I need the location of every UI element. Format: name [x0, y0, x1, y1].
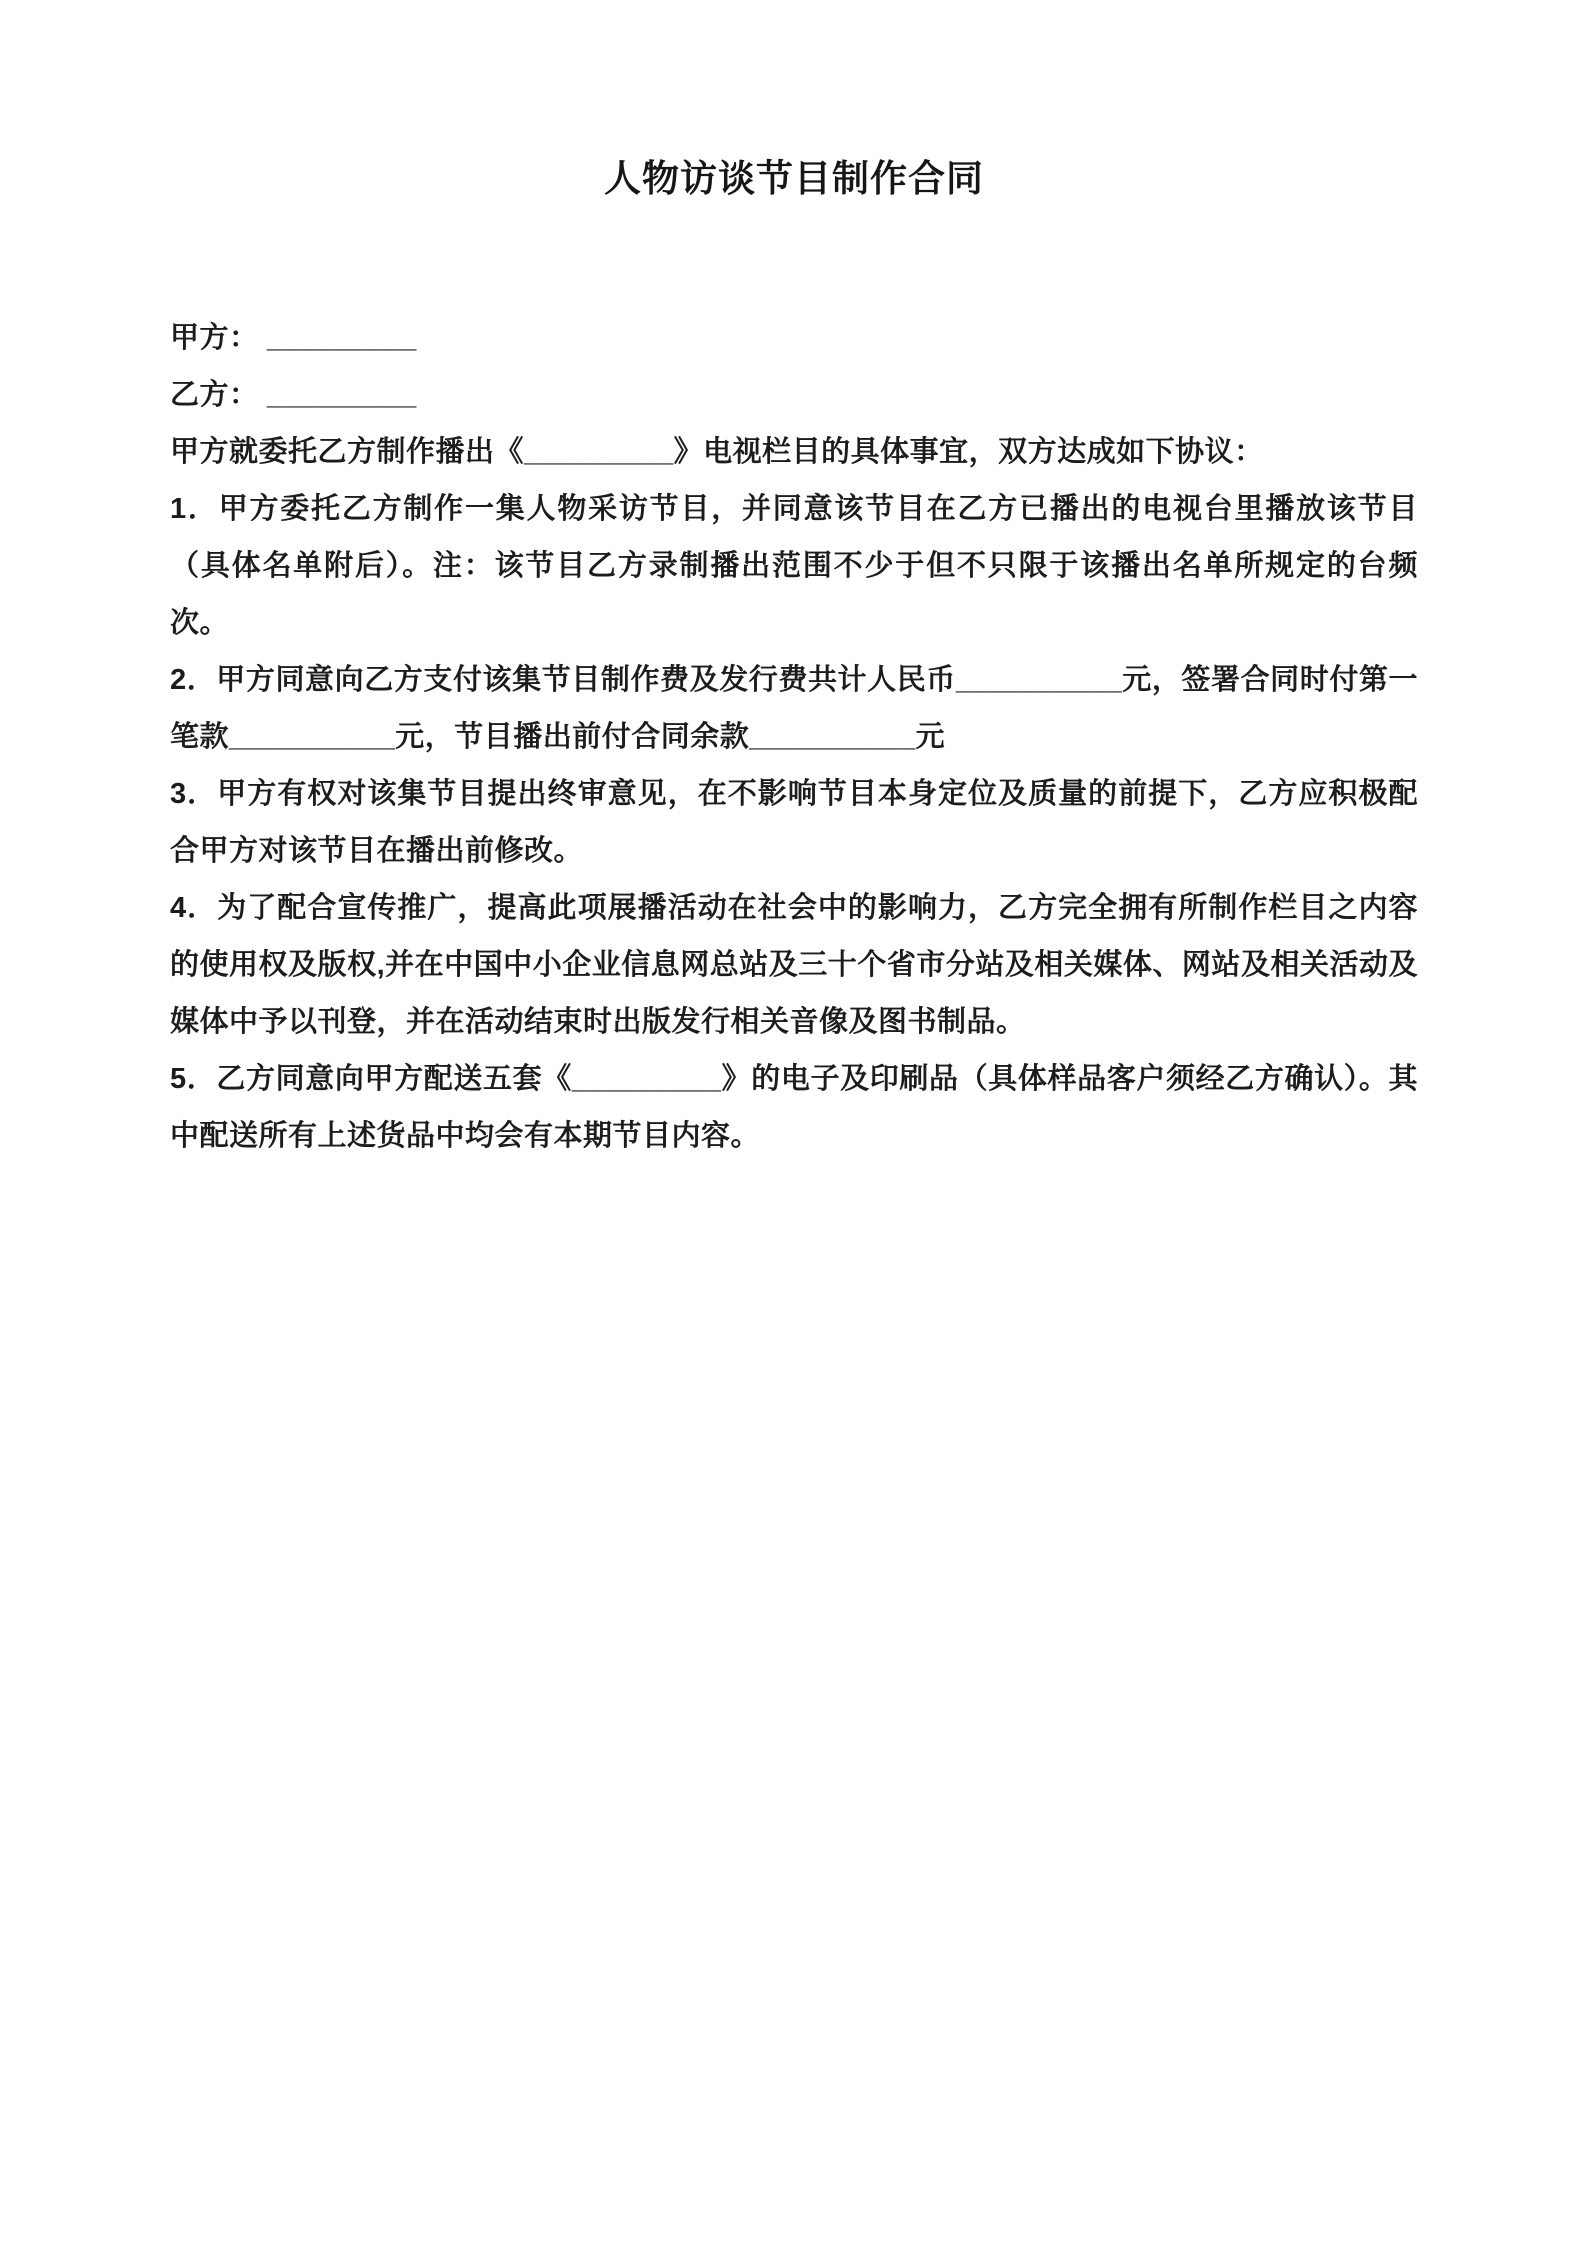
- clause-5-paragraph: 5．乙方同意向甲方配送五套《_________》的电子及印刷品（具体样品客户须经乙方确认）。其中配送所有上述货品中均会有本期节目内容。: [170, 1063, 1418, 1152]
- party-b-line: 乙方： _________: [170, 379, 417, 411]
- document-title: 人物访谈节目制作合同: [604, 158, 984, 199]
- intro-paragraph: 甲方就委托乙方制作播出《_________》电视栏目的具体事宜，双方达成如下协议：: [170, 436, 1264, 468]
- clause-4-paragraph: 4．为了配合宣传推广，提高此项展播活动在社会中的影响力，乙方完全拥有所制作栏目之内容的使用权及版权,并在中国中小企业信息网总站及三十个省市分站及相关媒体、网站及相关活动及媒体中予以刊登，并在活动结束时出版发行相关音像及图书制品。: [170, 892, 1418, 1038]
- clause-1-paragraph: 1．甲方委托乙方制作一集人物采访节目，并同意该节目在乙方已播出的电视台里播放该节目（具体名单附后）。注：该节目乙方录制播出范围不少于但不只限于该播出名单所规定的台频次。: [170, 493, 1418, 639]
- party-a-line: 甲方： _________: [170, 322, 417, 354]
- clause-3-paragraph: 3．甲方有权对该集节目提出终审意见，在不影响节目本身定位及质量的前提下，乙方应积极配合甲方对该节目在播出前修改。: [170, 778, 1418, 867]
- document-body: [170, 310, 1418, 1165]
- clause-2-paragraph: 2．甲方同意向乙方支付该集节目制作费及发行费共计人民币__________元，签署合同时付第一笔款__________元，节目播出前付合同余款__________元: [170, 664, 1418, 753]
